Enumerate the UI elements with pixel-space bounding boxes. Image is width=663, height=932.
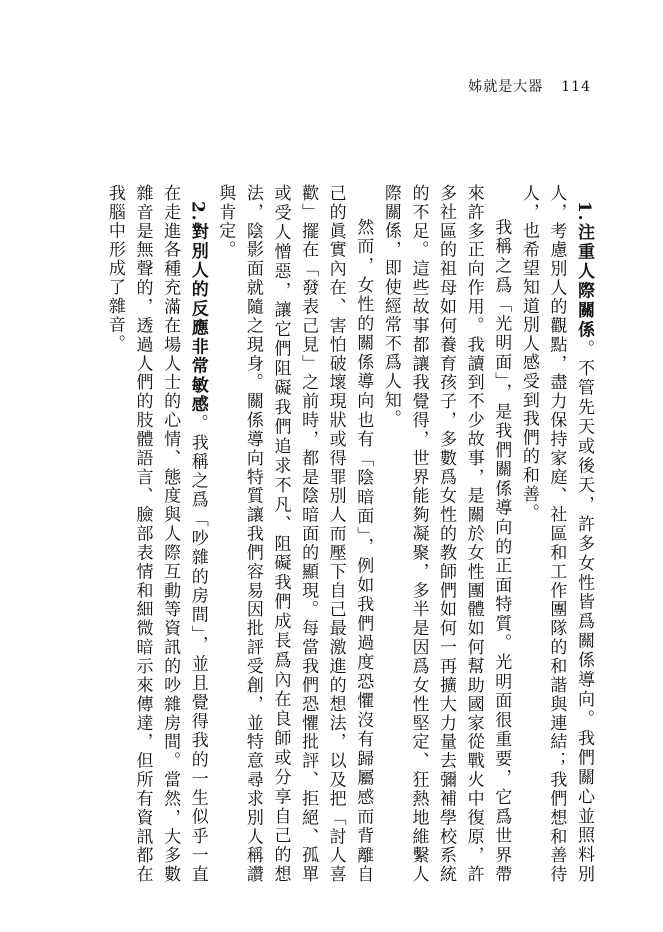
page-number: 114 <box>561 79 591 95</box>
running-title: 姊就是大器 <box>468 79 544 95</box>
paragraph-sensitivity <box>100 184 210 884</box>
paragraph-text: 。我稱之爲「吵雜的房間」，並且覺得我的一生似乎一直在走進各種充滿在場人士的心情、態度與人際互動等資訊的吵雜房間。當然，大多數雜音是無聲的，透過人們的肢體語言、臉部表情和細微暗示來傳達，但所有資訊都在我腦中形成了雜音。 <box>104 184 208 885</box>
section-heading: 注重人際關係 <box>574 222 594 340</box>
paragraph-dark-side: 然而，女性的關係導向也有「陰暗面」，例如我們過度恐懼沒有歸屬感而背離自己的眞實內在、害怕破壞現狀或得罪別人而壓下自己最激進的想法，以及把「討人喜歡」擺在「發表己見」之前時，都是陰暗面的顯現。每當我們恐懼批評、拒絕、孤單或受人憎惡，讓它們阻礙我們追求不凡、阻礙我們成長爲內在良師或分享自己的想法，陰影面就隨之現身。關係導向特質讓我們容易因批評受創，並特意尋求別人稱讚與肯定。 <box>215 184 374 884</box>
page-body <box>100 184 597 884</box>
paragraph-text: 。不管先天或後天，許多女性皆爲關係導向。我們關心並照料別人，考慮別人的觀點，盡力保持家庭、社區和工作團隊的和諧與連結；我們想和善待人，也希望知道別人感受到我們的和善。 <box>518 184 594 884</box>
list-number: 2. <box>187 201 208 223</box>
list-number: 1. <box>574 201 594 223</box>
paragraph-bright-side: 我稱之爲「光明面」，是我們關係導向的正面特質。光明面很重要，它爲世界帶來許多正向作用。我讀到不少故事，是關於女性團體如何幫助國家從戰火中復原，許多社區的祖母如何養育孩子，多數爲女性的教師們如何一再擴大力量去彌補學校系統的不足。這些故事都讓我覺得，世界能夠凝聚，多半是因爲女性堅定、狂熱地維繫人際關係，即使經常不爲人知。 <box>380 184 512 884</box>
section-heading: 對別人的反應非常敏感 <box>187 222 208 415</box>
paragraph-relationships <box>514 184 597 884</box>
page-header <box>468 76 591 96</box>
